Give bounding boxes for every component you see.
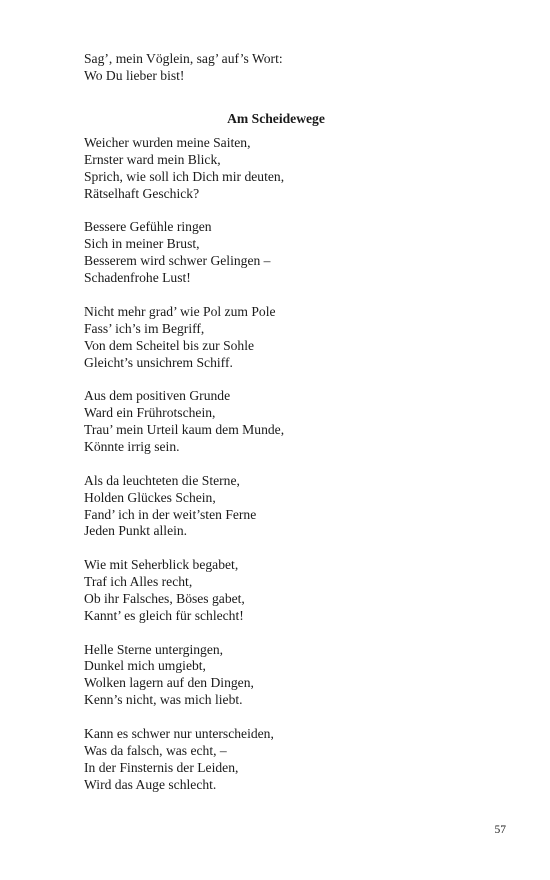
verse-line: Wird das Auge schlecht. [84,776,217,792]
verse-line: Dunkel mich umgiebt, [84,658,206,674]
verse-line: Holden Glückes Schein, [84,489,216,505]
verse-line: Sprich, wie soll ich Dich mir deuten, [84,168,285,184]
verse-line: Als da leuchteten die Sterne, [84,472,240,488]
verse-line: Wolken lagern auf den Dingen, [84,675,254,691]
verse-line: Jeden Punkt allein. [84,523,188,539]
verse-line: Besserem wird schwer Gelingen – [84,253,271,269]
previous-poem-ending [84,51,484,85]
verse-line: Traf ich Alles recht, [84,574,193,590]
verse-line: Gleicht’s unsichrem Schiff. [84,354,233,370]
verse-line: Kenn’s nicht, was mich liebt. [84,692,243,708]
stanza-5 [84,473,484,541]
verse-line: Weicher wurden meine Saiten, [84,135,251,150]
verse-line: Nicht mehr grad’ wie Pol zum Pole [84,303,276,319]
verse-line: Von dem Scheitel bis zur Sohle [84,337,255,353]
verse-line: Könnte irrig sein. [84,438,180,454]
verse-line: Schadenfrohe Lust! [84,270,191,286]
stanza-7 [84,642,484,710]
verse-line: Was da falsch, was echt, – [84,742,227,758]
verse-line: Helle Sterne untergingen, [84,641,224,657]
stanza-6 [84,557,484,625]
verse-line: Wie mit Seherblick begabet, [84,557,239,573]
stanza-2 [84,219,484,287]
verse-line: Trau’ mein Urteil kaum dem Munde, [84,422,285,438]
page-number: 57 [494,824,506,836]
verse-line: Rätselhaft Geschick? [84,185,200,201]
verse-line: Fass’ ich’s im Begriff, [84,320,205,336]
verse-line: Ernster ward mein Blick, [84,151,221,167]
verse-line: Ward ein Frührotschein, [84,405,216,421]
verse-line: Kannt’ es gleich für schlecht! [84,607,244,623]
verse-line: Bessere Gefühle ringen [84,219,212,235]
stanza-8 [84,726,484,794]
verse-line: In der Finsternis der Leiden, [84,759,239,775]
verse-line: Sich in meiner Brust, [84,236,200,252]
verse-line: Kann es schwer nur unterscheiden, [84,725,274,741]
poem-title: Am Scheidewege [227,111,325,126]
verse-line: Sag’, mein Vöglein, sag’ auf’s Wort: [84,51,283,66]
stanza-4 [84,388,484,456]
verse-line: Ob ihr Falsches, Böses gabet, [84,590,245,606]
poem-body [84,135,484,794]
stanza-1 [84,135,484,203]
verse-line: Wo Du lieber bist! [84,67,185,83]
verse-line: Fand’ ich in der weit’sten Ferne [84,506,257,522]
stanza-3 [84,304,484,372]
verse-line: Aus dem positiven Grunde [84,388,231,404]
